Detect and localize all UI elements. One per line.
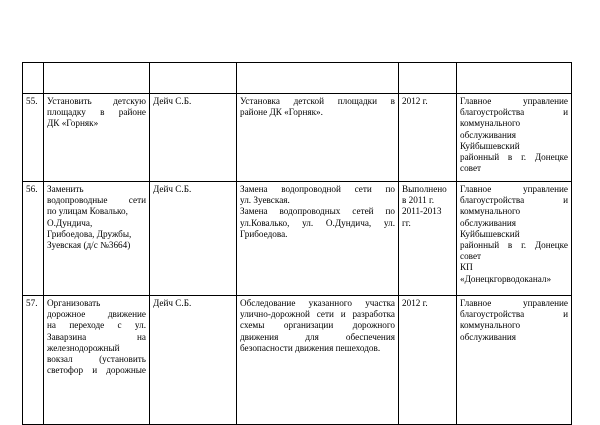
- action-cell: Организовать дорожное движение на переходе с ул. Заварзина на железнодорожный вокзал (установить светофор и дорожные: [44, 296, 150, 425]
- organization-cell: Главное управление благоустройства и коммунального обслуживания: [457, 296, 572, 425]
- responsible-person: Дейч С.Б.: [150, 296, 237, 425]
- details-cell: Установка детской площадки в районе ДК «Горняк».: [237, 94, 399, 182]
- organization-cell: Главное управление благоустройства и коммунального обслуживания Куйбышевский районный в г. Донецке совет КП «Донецкгорводоканал»: [457, 182, 572, 296]
- row-number: 57.: [23, 296, 44, 425]
- table-row: [23, 94, 572, 182]
- table-row: [23, 296, 572, 425]
- responsible-person: Дейч С.Б.: [150, 182, 237, 296]
- table-cell: [457, 63, 572, 94]
- table-cell: [44, 63, 150, 94]
- table-cell: [399, 63, 457, 94]
- table-row-empty: [23, 63, 572, 94]
- table-row: [23, 182, 572, 296]
- row-number: 55.: [23, 94, 44, 182]
- responsible-person: Дейч С.Б.: [150, 94, 237, 182]
- date-cell: 2012 г.: [399, 296, 457, 425]
- date-cell: Выполнено в 2011 г. 2011-2013 гг.: [399, 182, 457, 296]
- action-plan-table: [22, 62, 572, 425]
- table-cell: [150, 63, 237, 94]
- table-cell: [23, 63, 44, 94]
- row-number: 56.: [23, 182, 44, 296]
- details-cell: Замена водопроводной сети по ул. Зуевская. Замена водопроводных сетей по ул.Ковалько, ул. О.Дундича, ул. Грибоедова.: [237, 182, 399, 296]
- organization-cell: Главное управление благоустройства и коммунального обслуживания Куйбышевский районный в г. Донецке совет: [457, 94, 572, 182]
- table-cell: [237, 63, 399, 94]
- details-cell: Обследование указанного участка улично-дорожной сети и разработка схемы организации дорожного движения для обеспечения безопасности движения пешеходов.: [237, 296, 399, 425]
- date-cell: 2012 г.: [399, 94, 457, 182]
- action-cell: Заменить водопроводные сети по улицам Ковалько, О.Дундича, Грибоедова, Дружбы, Зуевская (д/с №3664): [44, 182, 150, 296]
- action-cell: Установить детскую площадку в районе ДК «Горняк»: [44, 94, 150, 182]
